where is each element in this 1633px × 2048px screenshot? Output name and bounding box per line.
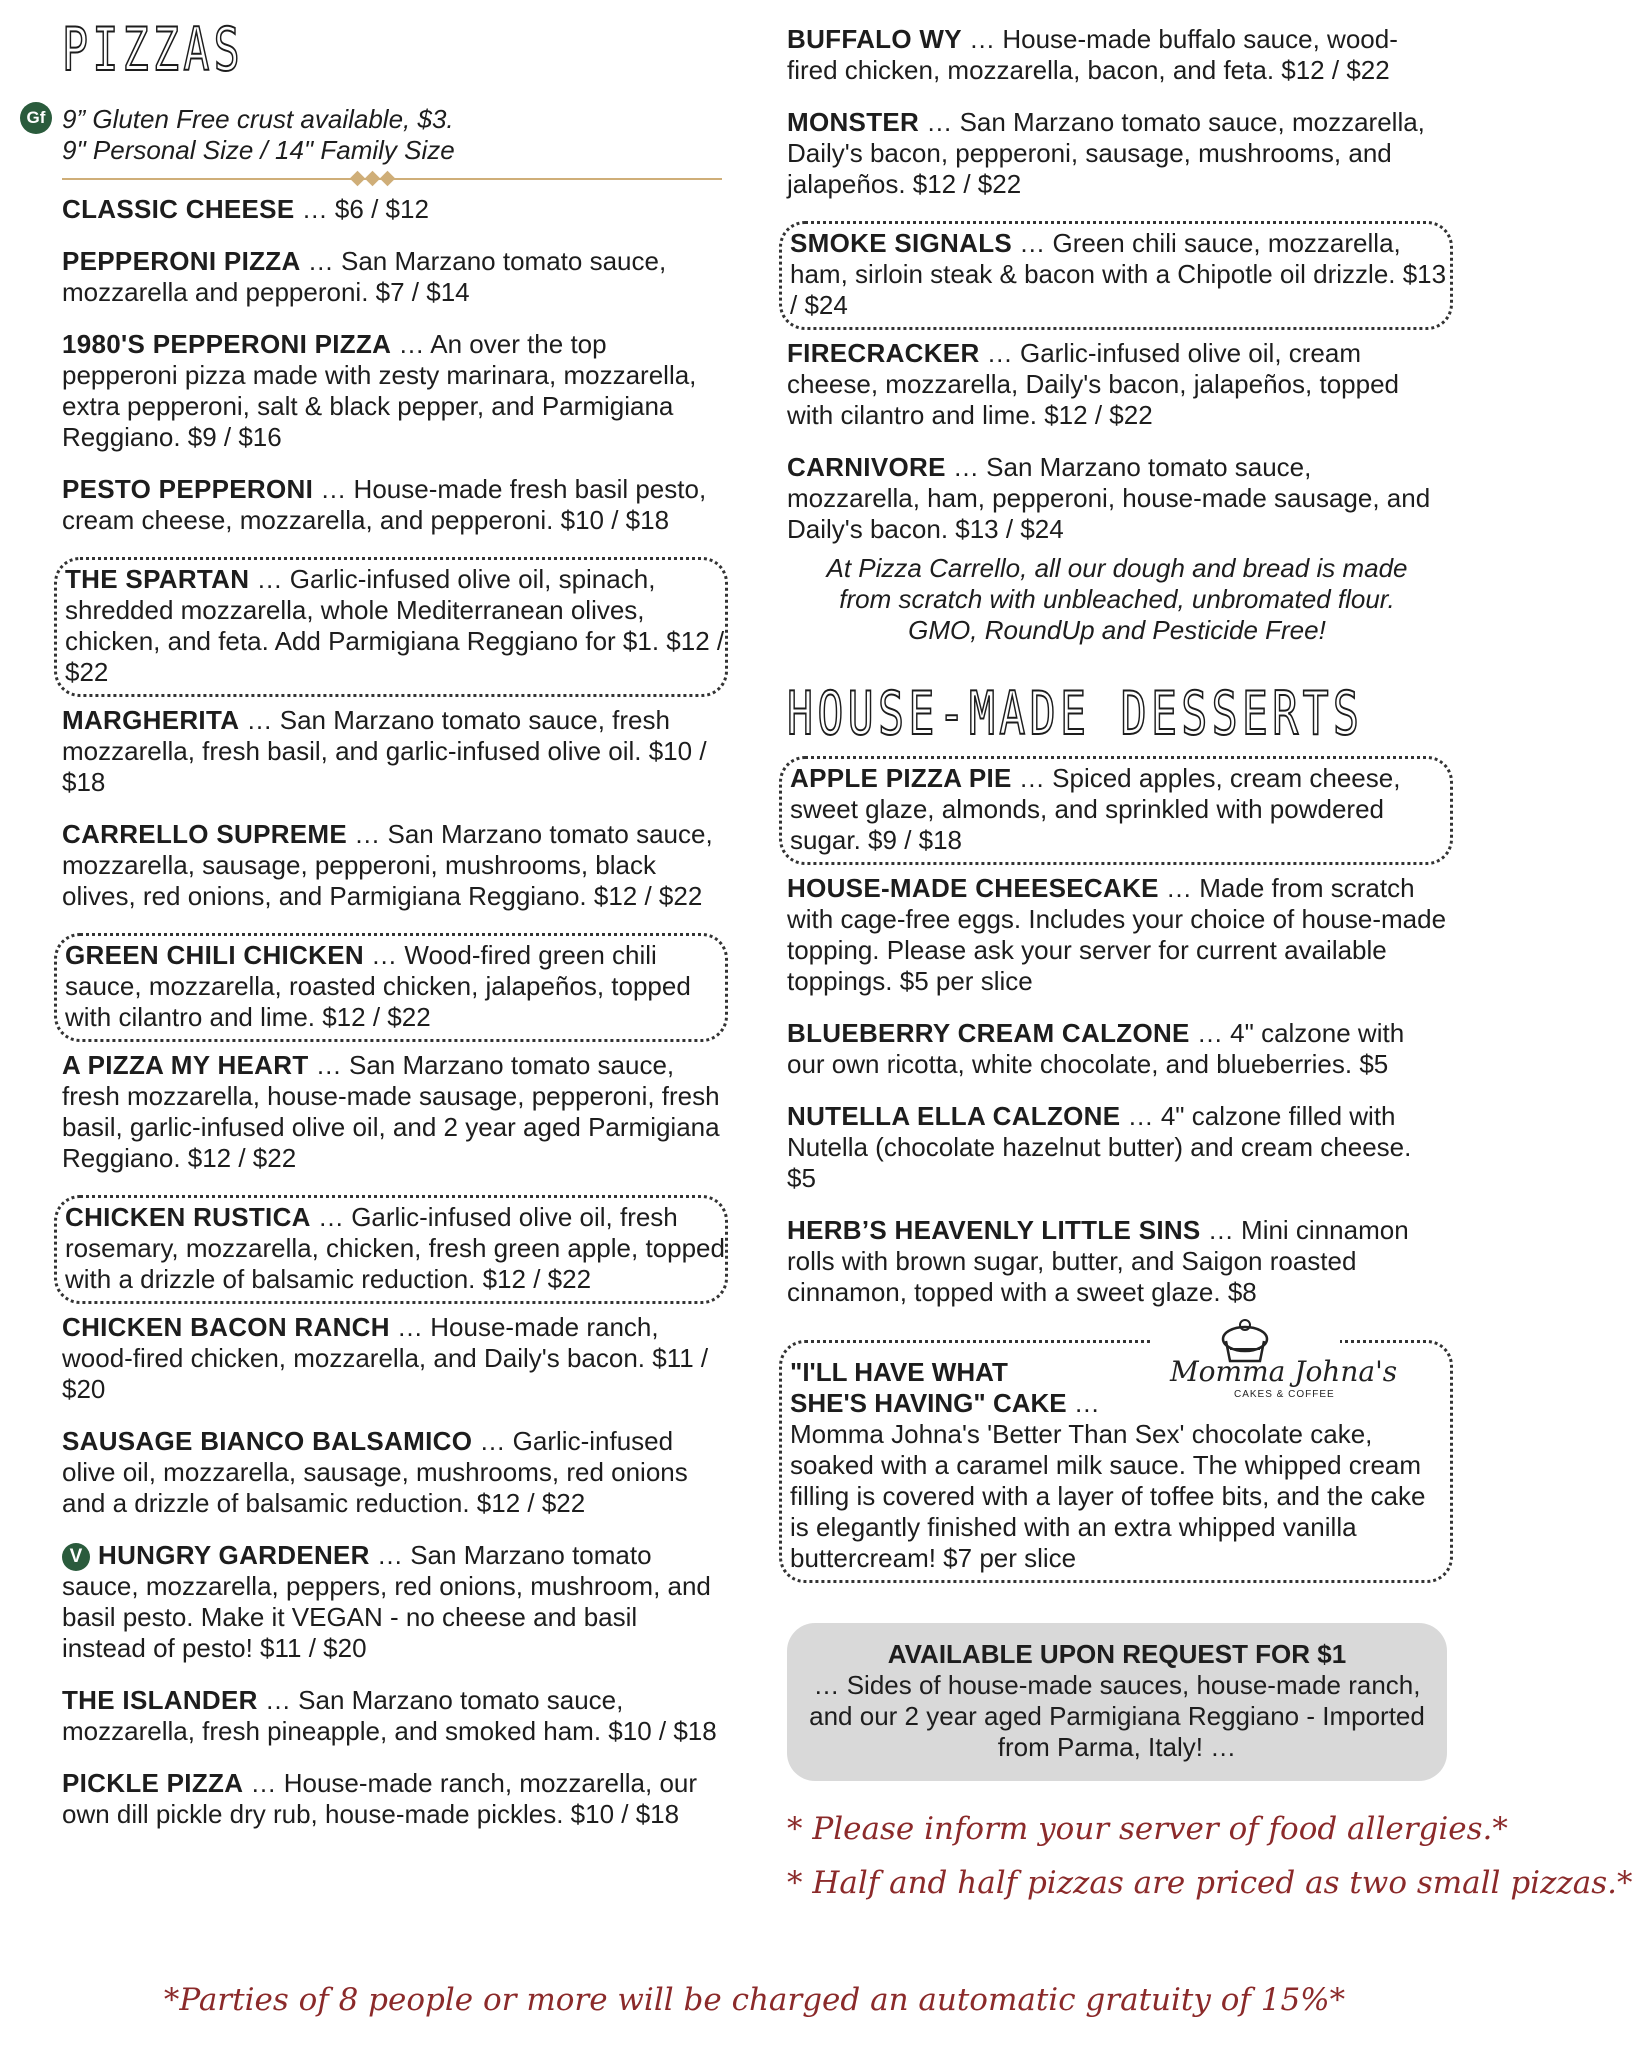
gluten-free-icon: Gf bbox=[20, 102, 52, 134]
menu-item: BUFFALO WY … House-made buffalo sauce, wood-fired chicken, mozzarella, bacon, and feta. $12 / $22 bbox=[787, 24, 1398, 85]
menu-item: FIRECRACKER … Garlic-infused olive oil, cream cheese, mozzarella, Daily's bacon, jalapeños, topped with cilantro and lime. $12 / $22 bbox=[787, 338, 1399, 430]
menu-item: CARNIVORE … San Marzano tomato sauce, mozzarella, ham, pepperoni, house-made sausage, and Daily's bacon. $13 / $24 bbox=[787, 452, 1431, 544]
menu-item: PESTO PEPPERONI … House-made fresh basil pesto, cream cheese, mozzarella, and pepperoni. $10 / $18 bbox=[62, 474, 707, 535]
menu-item: 1980'S PEPPERONI PIZZA … An over the top pepperoni pizza made with zesty marinara, mozzarella, extra pepperoni, salt & black pepper, and Parmigiana Reggiano. $9 / $16 bbox=[62, 329, 697, 452]
menu-item: SAUSAGE BIANCO BALSAMICO … Garlic-infused olive oil, mozzarella, sausage, mushrooms, red onions and a drizzle of balsamic reduction. $12 / $22 bbox=[62, 1426, 688, 1518]
pizzas-heading: PIZZAS bbox=[62, 15, 244, 85]
featured-menu-item: SMOKE SIGNALS … Green chili sauce, mozzarella, ham, sirloin steak & bacon with a Chipotle oil drizzle. $13 / $24 bbox=[779, 221, 1453, 330]
section-divider bbox=[62, 170, 722, 188]
menu-item: PEPPERONI PIZZA … San Marzano tomato sauce, mozzarella and pepperoni. $7 / $14 bbox=[62, 246, 667, 307]
gratuity-note: *Parties of 8 people or more will be charged an automatic gratuity of 15%* bbox=[163, 1982, 1346, 2018]
left-column bbox=[26, 15, 725, 1851]
featured-cake-box: Momma Johna's CAKES & COFFEE "I'LL HAVE WHAT SHE'S HAVING" CAKE … Momma Johna's 'Better Than Sex' chocolate cake, soaked with a caramel milk sauce. The whipped cream filling is covered with a layer of toffee bits, and the cake is elegantly finished with an extra whipped vanilla buttercream! $7 per slice bbox=[779, 1340, 1453, 1583]
allergy-note: * Please inform your server of food allergies.* bbox=[787, 1811, 1508, 1847]
menu-item: CLASSIC CHEESE … $6 / $12 bbox=[62, 194, 429, 224]
menu-item: A PIZZA MY HEART … San Marzano tomato sauce, fresh mozzarella, house-made sausage, pepperoni, fresh basil, garlic-infused olive oil, and 2 year aged Parmigiana Reggiano. $12 / $22 bbox=[62, 1050, 720, 1173]
desserts-heading: HOUSE-MADE DESSERTS bbox=[787, 679, 1364, 749]
cake-description: Momma Johna's 'Better Than Sex' chocolate cake, soaked with a caramel milk sauce. The whipped cream filling is covered with a layer of toffee bits, and the cake is elegantly finished with an extra whipped vanilla buttercream! $7 per slice bbox=[790, 1419, 1426, 1573]
svg-text:CAKES & COFFEE: CAKES & COFFEE bbox=[1234, 1389, 1335, 1400]
request-heading: AVAILABLE UPON REQUEST FOR $1 bbox=[887, 1639, 1347, 1669]
footnotes bbox=[787, 1809, 1633, 1903]
gluten-free-text: 9” Gluten Free crust available, $3. bbox=[62, 104, 454, 134]
menu-item: CARRELLO SUPREME … San Marzano tomato sauce, mozzarella, sausage, pepperoni, mushrooms, black olives, red onions, and Parmigiana Reggiano. $12 / $22 bbox=[62, 819, 713, 911]
right-column bbox=[787, 24, 1633, 1917]
menu-item: CHICKEN BACON RANCH … House-made ranch, wood-fired chicken, mozzarella, and Daily's bacon. $11 / $20 bbox=[62, 1312, 709, 1404]
menu-item: V HUNGRY GARDENER … San Marzano tomato sauce, mozzarella, peppers, red onions, mushroom, and basil pesto. Make it VEGAN - no cheese and basil instead of pesto! $11 / $20 bbox=[62, 1540, 711, 1663]
request-box bbox=[787, 1623, 1447, 1781]
dough-tagline: At Pizza Carrello, all our dough and bread is made from scratch with unbleached, unbromated flour. GMO, RoundUp and Pesticide Free! bbox=[826, 553, 1408, 645]
momma-johnas-logo bbox=[1150, 1309, 1398, 1401]
menu-item: MARGHERITA … San Marzano tomato sauce, fresh mozzarella, fresh basil, and garlic-infused olive oil. $10 / $18 bbox=[62, 705, 707, 797]
vegetarian-icon: V bbox=[62, 1543, 90, 1571]
dessert-item: NUTELLA ELLA CALZONE … 4" calzone filled with Nutella (chocolate hazelnut butter) and cream cheese. $5 bbox=[787, 1101, 1412, 1193]
cake-name-line2: SHE'S HAVING" CAKE bbox=[790, 1388, 1067, 1418]
featured-menu-item: GREEN CHILI CHICKEN … Wood-fired green chili sauce, mozzarella, roasted chicken, jalapeños, topped with cilantro and lime. $12 / $22 bbox=[54, 933, 728, 1042]
featured-dessert-item: APPLE PIZZA PIE … Spiced apples, cream cheese, sweet glaze, almonds, and sprinkled with powdered sugar. $9 / $18 bbox=[779, 756, 1453, 865]
menu-item: MONSTER … San Marzano tomato sauce, mozzarella, Daily's bacon, pepperoni, sausage, mushrooms, and jalapeños. $12 / $22 bbox=[787, 107, 1425, 199]
featured-menu-item: THE SPARTAN … Garlic-infused olive oil, spinach, shredded mozzarella, whole Mediterranean olives, chicken, and feta. Add Parmigiana Reggiano for $1. $12 / $22 bbox=[54, 557, 728, 697]
svg-text:Momma Johna's: Momma Johna's bbox=[1170, 1355, 1398, 1388]
featured-menu-item: CHICKEN RUSTICA … Garlic-infused olive oil, fresh rosemary, mozzarella, chicken, fresh green apple, topped with a drizzle of balsamic reduction. $12 / $22 bbox=[54, 1195, 728, 1304]
menu-item: PICKLE PIZZA … House-made ranch, mozzarella, our own dill pickle dry rub, house-made pickles. $10 / $18 bbox=[62, 1768, 698, 1829]
half-half-note: * Half and half pizzas are priced as two small pizzas.* bbox=[787, 1865, 1633, 1901]
dessert-item: BLUEBERRY CREAM CALZONE … 4" calzone with our own ricotta, white chocolate, and blueberries. $5 bbox=[787, 1018, 1405, 1079]
gluten-free-note bbox=[26, 104, 722, 166]
request-text: … Sides of house-made sauces, house-made ranch, and our 2 year aged Parmigiana Reggiano - Imported from Parma, Italy! … bbox=[809, 1670, 1425, 1762]
menu-item: THE ISLANDER … San Marzano tomato sauce, mozzarella, fresh pineapple, and smoked ham. $10 / $18 bbox=[62, 1685, 717, 1746]
cake-name-line1: "I'LL HAVE WHAT bbox=[790, 1357, 1008, 1387]
size-note: 9" Personal Size / 14" Family Size bbox=[62, 135, 455, 165]
dessert-item: HERB’S HEAVENLY LITTLE SINS … Mini cinnamon rolls with brown sugar, butter, and Saigon roasted cinnamon, topped with a sweet glaze. $8 bbox=[787, 1215, 1409, 1307]
dessert-item: HOUSE-MADE CHEESECAKE … Made from scratch with cage-free eggs. Includes your choice of house-made topping. Please ask your server for current available toppings. $5 per slice bbox=[787, 873, 1447, 996]
